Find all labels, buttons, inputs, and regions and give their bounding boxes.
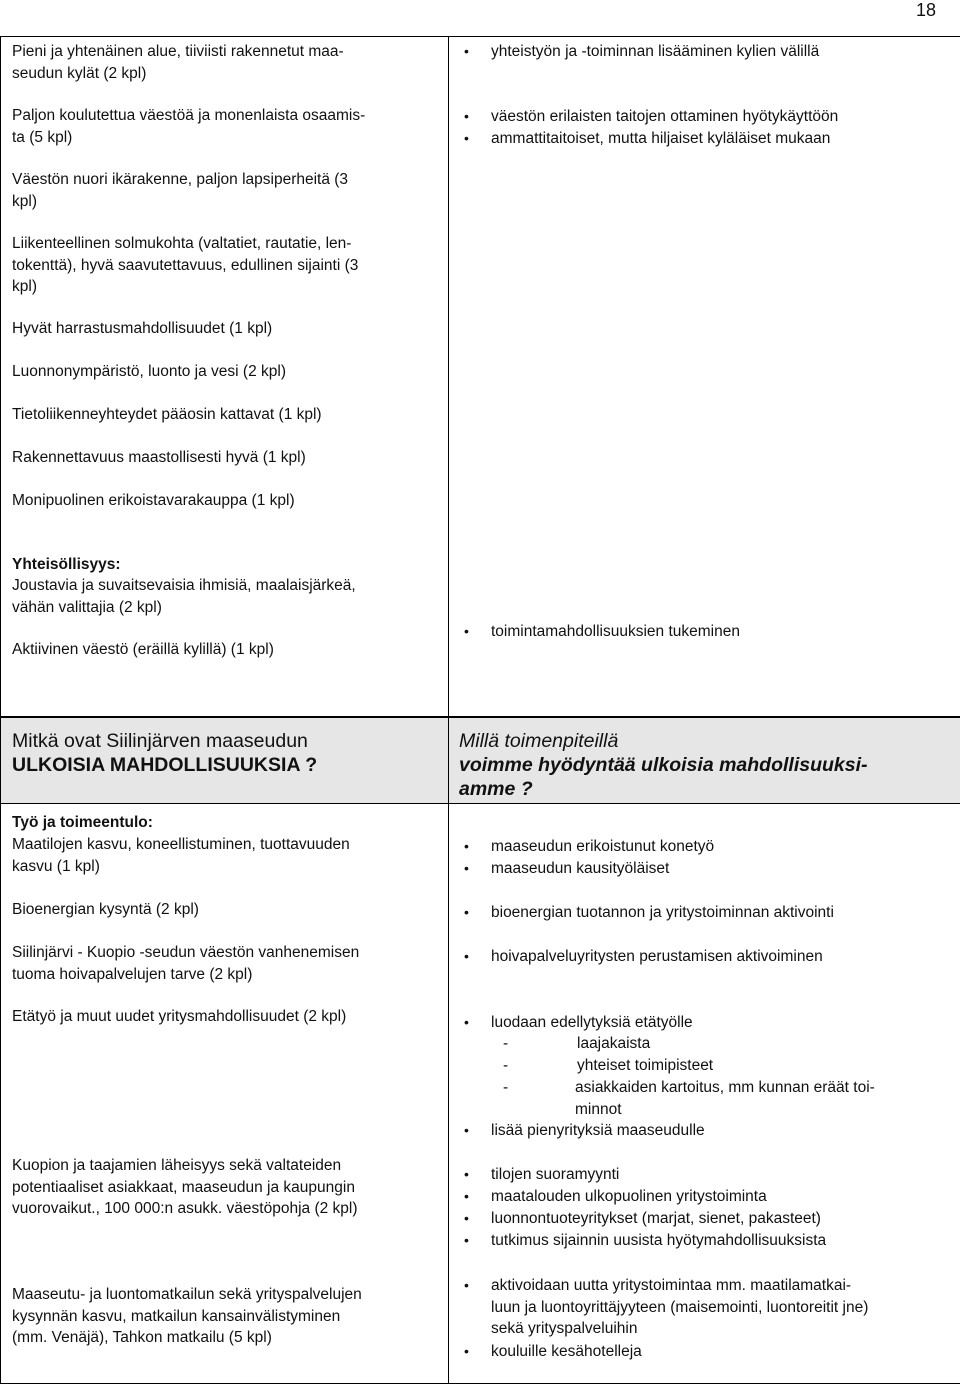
action-bullet: • ammattitaitoiset, mutta hiljaiset kyläläiset mukaan xyxy=(491,128,941,150)
strength-item: Aktiivinen väestö (eräillä kylillä) (1 kpl) xyxy=(12,641,274,658)
strength-item: Joustavia ja suvaitsevaisia ihmisiä, maalaisjärkeä, vähän valittajia (2 kpl) xyxy=(12,577,356,616)
strength-item: Rakennettavuus maastollisesti hyvä (1 kpl) xyxy=(12,449,306,466)
strengths-cell xyxy=(1,37,449,717)
strengths-table xyxy=(0,36,960,717)
strength-actions-cell xyxy=(449,37,960,717)
opportunity-item: Etätyö ja muut uudet yritysmahdollisuudet (2 kpl) xyxy=(12,1008,347,1025)
action-bullet: • kouluille kesähotelleja xyxy=(491,1341,941,1363)
strength-item: Pieni ja yhtenäinen alue, tiiviisti rakennetut maa- seudun kylät (2 kpl) xyxy=(12,43,344,82)
opportunity-actions-header-line1: Millä toimenpiteillä xyxy=(459,730,619,752)
opportunities-cell xyxy=(1,804,449,1384)
opportunity-actions-cell xyxy=(449,804,960,1384)
opportunity-item: Bioenergian kysyntä (2 kpl) xyxy=(12,901,199,918)
opportunity-item: Siilinjärvi - Kuopio -seudun väestön vanhenemisen tuoma hoivapalvelujen tarve (2 kpl) xyxy=(12,944,360,983)
strength-item: Paljon koulutettua väestöä ja monenlaista osaamis- ta (5 kpl) xyxy=(12,107,366,146)
action-bullet: • aktivoidaan uutta yritystoimintaa mm. maatilamatkai- luun ja luontoyrittäjyyteen (maisemointi, luontoreitit jne) sekä yrityspalveluihin xyxy=(491,1275,953,1340)
action-bullet: • maaseudun kausityöläiset xyxy=(491,858,941,880)
sub-item-dash: - xyxy=(503,1057,509,1074)
community-heading: Yhteisöllisyys: xyxy=(12,556,121,573)
action-bullet: • väestön erilaisten taitojen ottaminen hyötykäyttöön xyxy=(491,106,941,128)
strength-item: Liikenteellinen solmukohta (valtatiet, rautatie, len- tokenttä), hyvä saavutettavuus, edullinen sijainti (3 kpl) xyxy=(12,235,359,295)
action-bullet: • toimintamahdollisuuksien tukeminen xyxy=(491,621,941,643)
action-bullet: • luodaan edellytyksiä etätyölle xyxy=(491,1012,941,1034)
action-bullet: • tilojen suoramyynti xyxy=(491,1164,941,1186)
opportunity-actions-header xyxy=(449,718,960,804)
strength-item: Luonnonympäristö, luonto ja vesi (2 kpl) xyxy=(12,363,286,380)
opportunities-table xyxy=(0,717,960,1384)
sub-item: asiakkaiden kartoitus, mm kunnan eräät toi- minnot xyxy=(575,1079,875,1118)
action-bullet: • bioenergian tuotannon ja yritystoiminnan aktivointi xyxy=(491,902,941,924)
action-bullet: • hoivapalveluyritysten perustamisen aktivoiminen xyxy=(491,946,941,968)
work-heading: Työ ja toimeentulo: xyxy=(12,814,153,831)
action-bullet: • lisää pienyrityksiä maaseudulle xyxy=(491,1120,941,1142)
action-bullet: • maaseudun erikoistunut konetyö xyxy=(491,836,941,858)
opportunity-actions-header-line2: voimme hyödyntää ulkoisia mahdollisuuksi- amme ? xyxy=(459,754,868,800)
strength-item: Monipuolinen erikoistavarakauppa (1 kpl) xyxy=(12,492,295,509)
sub-item: laajakaista xyxy=(577,1035,651,1052)
opportunities-header xyxy=(1,718,449,804)
action-bullet: • maatalouden ulkopuolinen yritystoiminta xyxy=(491,1186,941,1208)
opportunity-item: Kuopion ja taajamien läheisyys sekä valtateiden potentiaaliset asiakkaat, maaseudun ja kaupungin vuorovaikut., 100 000:n asukk. väestöpohja (2 kpl) xyxy=(12,1157,358,1217)
opportunity-item: Maaseutu- ja luontomatkailun sekä yrityspalvelujen kysynnän kasvu, matkailun kansainvälistyminen (mm. Venäjä), Tahkon matkailu (5 kpl) xyxy=(12,1286,362,1346)
sub-item-dash: - xyxy=(503,1035,509,1052)
strength-item: Tietoliikenneyhteydet pääosin kattavat (1 kpl) xyxy=(12,406,322,423)
opportunities-header-line1: Mitkä ovat Siilinjärven maaseudun xyxy=(12,730,308,752)
strength-item: Hyvät harrastusmahdollisuudet (1 kpl) xyxy=(12,320,273,337)
opportunity-item: Maatilojen kasvu, koneellistuminen, tuottavuuden kasvu (1 kpl) xyxy=(12,836,350,875)
page-number: 18 xyxy=(915,0,936,20)
opportunities-header-line2: ULKOISIA MAHDOLLISUUKSIA ? xyxy=(12,754,318,776)
action-bullet: • tutkimus sijainnin uusista hyötymahdollisuuksista xyxy=(491,1230,941,1252)
strength-item: Väestön nuori ikärakenne, paljon lapsiperheitä (3 kpl) xyxy=(12,171,349,210)
action-bullet: • luonnontuoteyritykset (marjat, sienet, pakasteet) xyxy=(491,1208,941,1230)
sub-item-dash: - xyxy=(503,1079,509,1096)
action-bullet: • yhteistyön ja -toiminnan lisääminen kylien välillä xyxy=(491,41,941,63)
sub-item: yhteiset toimipisteet xyxy=(577,1057,714,1074)
